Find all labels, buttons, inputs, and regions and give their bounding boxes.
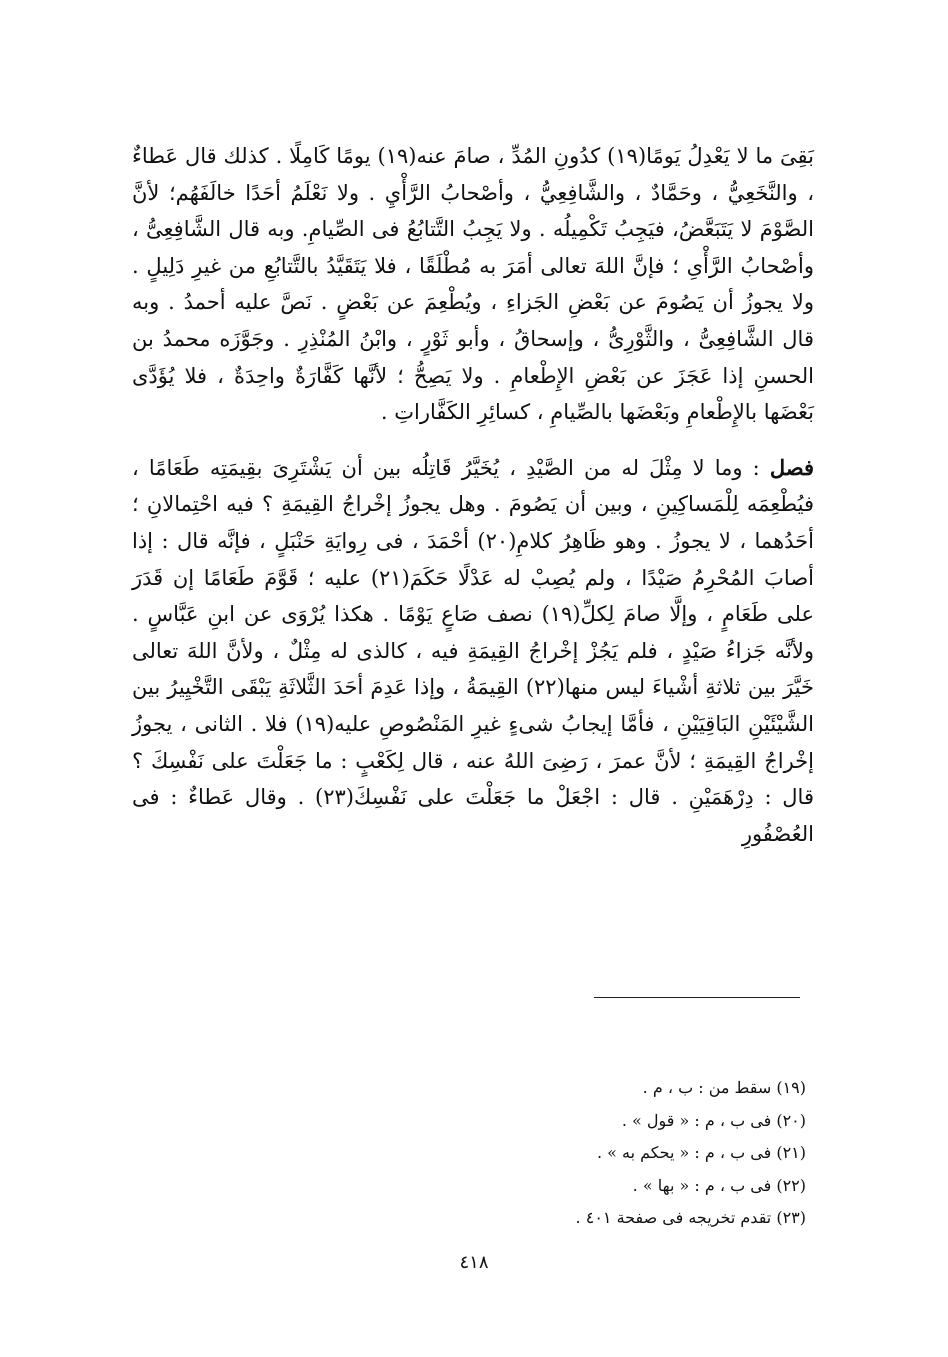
footnote-21: (٢١) فى ب ، م : « يحكم به » . — [596, 1143, 806, 1162]
paragraph-1 — [132, 138, 814, 431]
paragraph-2-text: : وما لا مِثْلَ له من الصَّيْدِ ، يُخَيَّرُ قَاتِلُه بين أن يَشْتَرِىَ بقِيمَتِه طَعَامًا ، فيُطْعِمَه لِلْمَساكِينِ ، وبين أن يَصُومَ . وهل يجوزُ إخْراجُ القِيمَةِ ؟ فيه احْتِمالانِ ؛ أحَدُهما ، لا يجوزُ . وهو ظَاهِرُ كلامِ(٢٠) أحْمَدَ ، فى رِوايَةِ حَنْبَلٍ ، فإنَّه قال : إذا أصابَ المُحْرِمُ صَيْدًا ، ولم يُصِبْ له عَدْلًا حَكَمَ(٢١) عليه ؛ قَوَّمَ طَعَامًا إن قَدَرَ على طَعَامٍ ، وإلَّا صامَ لِكلِّ(١٩) نصف صَاعٍ يَوْمًا . هكذا يُرْوَى عن ابنِ عَبَّاسٍ . ولأنَّه جَزاءُ صَيْدٍ ، فلم يَجُزْ إخْراجُ القِيمَةِ فيه ، كالذى له مِثْلٌ ، ولأنَّ اللهَ تعالى خَيَّرَ بين ثلاثةِ أشْياءَ ليس منها(٢٢) القِيمَةُ ، وإذا عَدِمَ أحَدَ الثَّلاثَةِ يَبْقَى التَّخْيِيرُ بين الشَّيْئَيْنِ البَاقِيَيْنِ ، فأمَّا إيجابُ شىءٍ غيرِ المَنْصُوصِ عليه(١٩) فلا . الثانى ، يجوزُ إخْراجُ القِيمَةِ ؛ لأنَّ عمرَ ، رَضِىَ اللهُ عنه ، قال لِكَعْبٍ : ما جَعَلْتَ على نَفْسِكَ ؟ قال : دِرْهَمَيْنِ . قال : اجْعَلْ ما جَعَلْتَ على نَفْسِكَ(٢٣) . وقال عَطاءٌ : فى العُصْفُورِ — [132, 455, 814, 846]
paragraph-1-text: بَقِىَ ما لا يَعْدِلُ يَومًا(١٩) كدُونِ المُدِّ ، صامَ عنه(١٩) يومًا كَامِلًا . كذلك قال عَطاءٌ ، والنَّخَعِيُّ ، وحَمَّادٌ ، والشَّافِعِيُّ ، وأصْحابُ الرَّأْيِ . ولا نَعْلَمُ أحَدًا خالَفَهُم؛ لأنَّ الصَّوْمَ لا يَتَبَعَّضُ، فيَجِبُ تَكْمِيلُه . ولا يَجِبُ التَّتابُعُ فى الصِّيامِ. وبه قال الشَّافِعِىُّ ، وأصْحابُ الرَّأْىِ ؛ فإنَّ اللهَ تعالى أمَرَ به مُطْلَقًا ، فلا يَتَقَيَّدُ بالتَّتابُعِ من غيرِ دَلِيلٍ . ولا يجوزُ أن يَصُومَ عن بَعْضِ الجَزاءِ ، ويُطْعِمَ عن بَعْضٍ . نَصَّ عليه أحمدُ . وبه قال الشَّافِعِىُّ ، والثَّوْرِىُّ ، وإسحاقُ ، وأبو ثَوْرٍ ، وابْنُ المُنْذِرِ . وجَوَّزَه محمدُ بن الحسنِ إذا عَجَزَ عن بَعْضِ الإِطْعامِ . ولا يَصِحُّ ؛ لأنَّها كَفَّارَةٌ واحِدَةٌ ، فلا يُؤَدَّى بَعْضَها بالإِطْعامِ وبَعْضَها بالصِّيامِ ، كسائِرِ الكَفَّاراتِ . — [132, 144, 815, 425]
footnote-separator — [594, 997, 800, 998]
main-text — [132, 138, 814, 852]
footnotes — [380, 1072, 806, 1235]
paragraph-2 — [132, 450, 814, 853]
footnote-20: (٢٠) فى ب ، م : « قول » . — [621, 1110, 806, 1130]
footnote-22: (٢٢) فى ب ، م : « بها » . — [632, 1175, 806, 1195]
page-number: ٤١٨ — [459, 1252, 489, 1273]
footnote-19: (١٩) سقط من : ب ، م . — [642, 1078, 806, 1097]
footnote-23: (٢٣) تقدم تخريجه فى صفحة ٤٠١ . — [575, 1208, 806, 1227]
section-label: فصل — [769, 454, 814, 480]
